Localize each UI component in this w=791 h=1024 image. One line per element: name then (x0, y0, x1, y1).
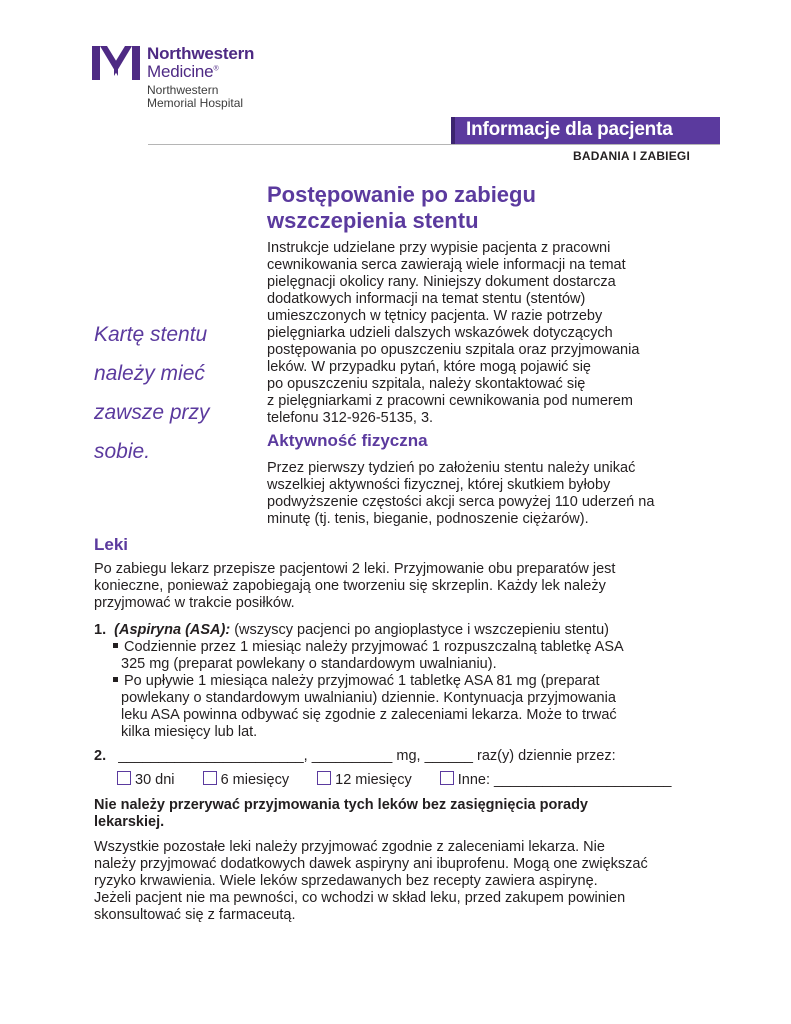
header-rule (148, 144, 720, 145)
activity-heading: Aktywność fizyczna (267, 431, 428, 450)
checkbox-icon[interactable] (317, 771, 331, 785)
option-other[interactable]: Inne: ______________________ (440, 772, 672, 788)
meds-intro: Po zabiegu lekarz przepisze pacjentowi 2 leki. Przyjmowanie obu preparatów jest konieczne, ponieważ zapobiegają one tworzeniu się skrzeplin. Każdy lek należy przyjmować w trakcie posiłków. (94, 561, 616, 611)
med-item-1-bullet-1: Codziennie przez 1 miesiąc należy przyjmować 1 rozpuszczalną tabletkę ASA 325 mg (preparat powlekany o standardowym uwalnianiu). (113, 639, 624, 673)
option-12-months[interactable]: 12 miesięcy (317, 772, 412, 788)
checkbox-icon[interactable] (440, 771, 454, 785)
northwestern-logo-mark-icon (92, 46, 140, 80)
meds-heading: Leki (94, 535, 129, 554)
pull-quote-line: zawsze przy (94, 401, 210, 424)
header-title: Informacje dla pacjenta (466, 119, 673, 140)
checkbox-icon[interactable] (117, 771, 131, 785)
med-item-2: 2. _______________________, __________ mg, ______ raz(y) dziennie przez: (94, 748, 616, 764)
intro-paragraph: Instrukcje udzielane przy wypisie pacjenta z pracowni cewnikowania serca zawierają wiele informacji na temat pielęgnacji okolicy rany. Niniejszy dokument dostarcza dodatkowych informacji na temat stentu (stentów) umieszczonych w tętnicy pacjenta. W razie potrzeby pielęgniarka udzieli dalszych wskazówek dotyczących postępowania po opuszczeniu szpitala oraz przyjmowania leków. W przypadku pytań, które mogą pojawić się po opuszczeniu szpitala, należy skontaktować się z pielęgniarkami z pracowni cewnikowania pod numerem telefonu 312-926-5135, 3. (267, 240, 640, 426)
header-category: BADANIA I ZABIEGI (573, 149, 690, 163)
bullet-icon (113, 643, 118, 648)
pull-quote-line: sobie. (94, 440, 151, 463)
bullet-icon (113, 677, 118, 682)
meds-warning: Nie należy przerywać przyjmowania tych leków bez zasięgnięcia porady lekarskiej. (94, 797, 588, 830)
page-title: Postępowanie po zabiegu wszczepienia stentu (267, 182, 536, 233)
med-item-2-fill-line[interactable]: _______________________, __________ mg, ______ raz(y) dziennie przez: (118, 748, 616, 764)
med-item-1: 1. (Aspiryna (ASA): (wszyscy pacjenci po angioplastyce i wszczepieniu stentu) (94, 622, 609, 638)
option-30-days[interactable]: 30 dni (117, 772, 175, 788)
brand-subname: Medicine® (147, 62, 219, 81)
hospital-name: Northwestern Memorial Hospital (147, 83, 244, 110)
option-6-months[interactable]: 6 miesięcy (203, 772, 290, 788)
other-meds-paragraph: Wszystkie pozostałe leki należy przyjmować zgodnie z zaleceniami lekarza. Nie należy przyjmować dodatkowych dawek aspiryny ani ibuprofenu. Mogą one zwiększać ryzyko krwawienia. Wiele leków sprzedawanych bez recepty zawiera aspirynę. Jeżeli pacjent nie ma pewności, co wchodzi w skład leku, przed zakupem powinien skonsultować się z farmaceutą. (94, 839, 648, 923)
duration-options (117, 771, 671, 789)
brand-name: Northwestern (147, 44, 255, 63)
activity-paragraph: Przez pierwszy tydzień po założeniu stentu należy unikać wszelkiej aktywności fizycznej, której skutkiem byłoby podwyższenie częstości akcji serca powyżej 110 uderzeń na minutę (tj. tenis, bieganie, podnoszenie ciężarów). (267, 460, 655, 527)
checkbox-icon[interactable] (203, 771, 217, 785)
pull-quote-line: Kartę stentu (94, 323, 208, 346)
pull-quote-line: należy mieć (94, 362, 205, 385)
med-item-1-bullet-2: Po upływie 1 miesiąca należy przyjmować 1 tabletkę ASA 81 mg (preparat powlekany o standardowym uwalnianiu) dziennie. Kontynuacja przyjmowania leku ASA powinna odbywać się zgodnie z zaleceniami lekarza. Może to trwać kilka miesięcy lub lat. (113, 673, 617, 741)
